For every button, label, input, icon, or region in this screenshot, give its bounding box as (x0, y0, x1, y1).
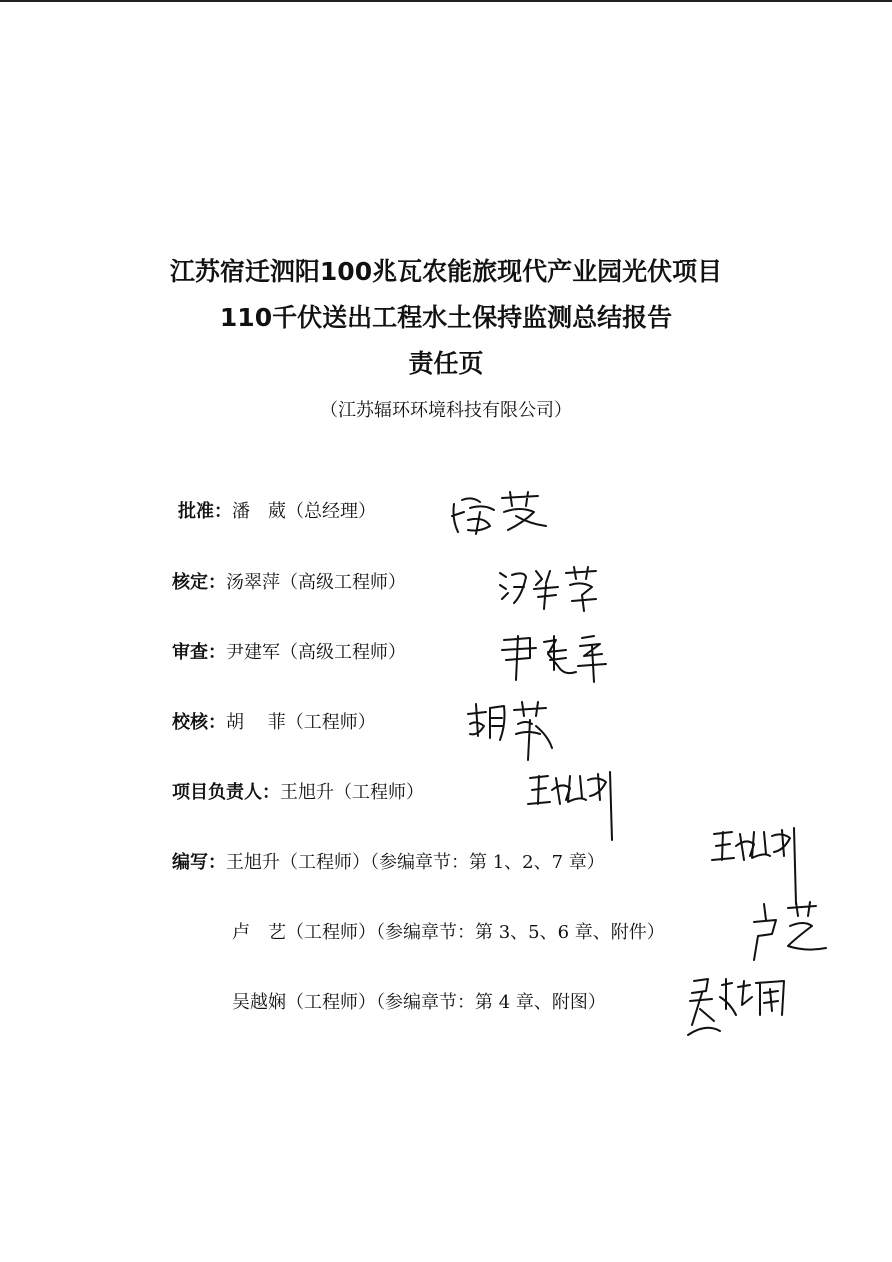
author-2-signature (750, 900, 830, 974)
author-row (172, 851, 605, 875)
review-label: 审查： (172, 642, 226, 663)
review-signature (500, 632, 610, 688)
report-title-line-3: 责任页 (408, 349, 484, 378)
approval-row (178, 500, 376, 524)
check-person: 胡 菲（工程师） (226, 712, 376, 733)
top-border-line (0, 0, 892, 2)
approval-label: 批准： (178, 501, 232, 522)
approval-person: 潘 葳（总经理） (232, 501, 376, 522)
project-lead-person: 王旭升（工程师） (280, 782, 424, 803)
project-lead-row (172, 781, 424, 805)
check-row (172, 711, 376, 735)
author-3-signature (686, 975, 794, 1049)
report-title-line-2: 110千伏送出工程水土保持监测总结报告 (219, 303, 673, 332)
verification-label: 核定： (172, 572, 226, 593)
author-person: 王旭升（工程师）（参编章节：第 1、2、7 章） (226, 852, 605, 873)
review-person: 尹建军（高级工程师） (226, 642, 406, 663)
verification-row (172, 571, 406, 595)
approval-signature (450, 490, 550, 544)
author-label: 编写： (172, 852, 226, 873)
review-row (172, 641, 406, 665)
report-title-line-1: 江苏宿迁泗阳100兆瓦农能旅现代产业园光伏项目 (169, 257, 723, 286)
author-row-2: 卢 艺（工程师）（参编章节：第 3、5、6 章、附件） (232, 922, 665, 943)
check-label: 校核： (172, 712, 226, 733)
author-row-3: 吴越娴（工程师）（参编章节：第 4 章、附图） (232, 992, 606, 1013)
verification-signature (498, 565, 603, 617)
project-lead-label: 项目负责人： (172, 782, 280, 803)
verification-person: 汤翠萍（高级工程师） (226, 572, 406, 593)
company-name: （江苏辐环环境科技有限公司） (320, 400, 572, 421)
check-signature (466, 700, 556, 766)
project-lead-signature (526, 770, 621, 854)
